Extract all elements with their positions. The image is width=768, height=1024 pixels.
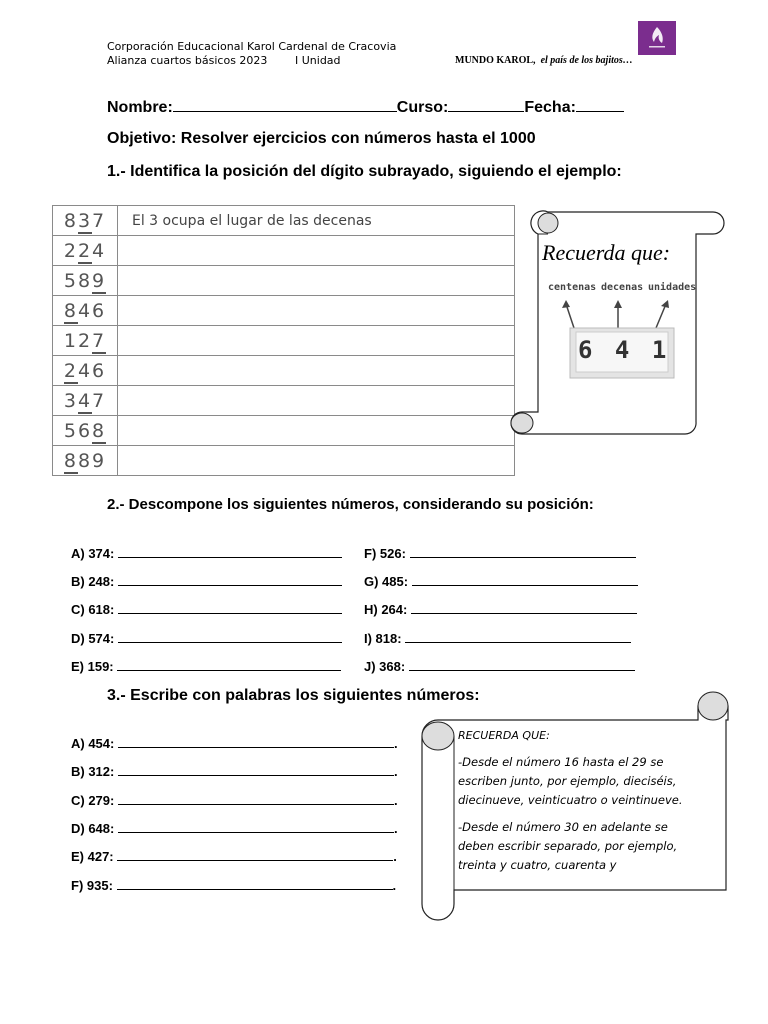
section1-title: 1.- Identifica la posición del dígito subrayado, siguiendo el ejemplo:	[107, 163, 622, 180]
number-cell: 589	[53, 266, 118, 296]
nombre-field[interactable]	[173, 111, 397, 112]
answer-cell[interactable]	[118, 356, 515, 386]
underlined-digit: 2	[77, 239, 93, 262]
answer-cell[interactable]	[118, 446, 515, 476]
reminder-scroll-place-value	[508, 210, 726, 438]
answer-line[interactable]	[409, 670, 635, 671]
answer-line[interactable]	[412, 585, 638, 586]
answer-cell[interactable]: El 3 ocupa el lugar de las decenas	[118, 206, 515, 236]
digit-hundreds: 6	[578, 336, 597, 364]
logo-flame-icon	[638, 21, 676, 55]
answer-line[interactable]	[118, 585, 342, 586]
decomposition-item: D) 574:	[71, 631, 342, 646]
table-row	[53, 296, 515, 326]
decomposition-item: H) 264:	[364, 602, 637, 617]
words-item: C) 279: .	[71, 793, 398, 808]
digit-tens: 4	[614, 336, 634, 364]
underlined-digit: 2	[63, 359, 78, 382]
answer-line[interactable]	[118, 775, 394, 776]
number-cell: 127	[53, 326, 118, 356]
reminder2-rule1: -Desde el número 16 hasta el 29 se escriben junto, por ejemplo, dieciséis, diecinueve, veinticuatro o veintinueve.	[458, 755, 683, 807]
answer-cell[interactable]	[118, 266, 515, 296]
answer-line[interactable]	[118, 557, 342, 558]
digit-units: 1	[651, 336, 671, 364]
underlined-digit: 9	[92, 269, 107, 292]
fecha-field[interactable]	[576, 111, 624, 112]
decomposition-item: E) 159:	[71, 659, 341, 674]
words-item: B) 312: .	[71, 764, 398, 779]
answer-cell[interactable]	[118, 416, 515, 446]
table-row	[53, 386, 515, 416]
number-cell: 837	[53, 206, 118, 236]
curso-field[interactable]	[448, 111, 524, 112]
header-right-title: MUNDO KAROL, el país de los bajitos…	[455, 55, 633, 66]
section2-title: 2.- Descompone los siguientes números, considerando su posición:	[107, 496, 594, 513]
answer-cell[interactable]	[118, 296, 515, 326]
table-row	[53, 236, 515, 266]
unit-label: I Unidad	[295, 54, 341, 67]
words-item: E) 427: .	[71, 849, 397, 864]
decomposition-item: I) 818:	[364, 631, 631, 646]
underlined-digit: 4	[77, 389, 93, 412]
underlined-digit: 3	[77, 209, 93, 232]
school-logo	[638, 21, 676, 55]
objective: Objetivo: Resolver ejercicios con números hasta el 1000	[107, 130, 536, 147]
decomposition-item: B) 248:	[71, 574, 342, 589]
table-row	[53, 416, 515, 446]
answer-line[interactable]	[118, 832, 394, 833]
section3-title: 3.- Escribe con palabras los siguientes números:	[107, 687, 480, 704]
number-cell: 246	[53, 356, 118, 386]
words-item: D) 648: .	[71, 821, 398, 836]
number-cell: 846	[53, 296, 118, 326]
table-row	[53, 266, 515, 296]
answer-line[interactable]	[118, 642, 342, 643]
decomposition-item: C) 618:	[71, 602, 342, 617]
position-table	[52, 205, 515, 476]
answer-line[interactable]	[118, 804, 394, 805]
student-info-line: Nombre: Curso: Fecha:	[107, 99, 624, 117]
reminder-scroll-writing	[416, 690, 732, 922]
table-row	[53, 326, 515, 356]
answer-line[interactable]	[117, 860, 393, 861]
reminder2-title: RECUERDA QUE:	[458, 729, 550, 742]
answer-cell[interactable]	[118, 326, 515, 356]
number-cell: 224	[53, 236, 118, 266]
answer-line[interactable]	[410, 557, 636, 558]
label-decenas: decenas	[601, 282, 644, 293]
answer-line[interactable]	[117, 670, 341, 671]
underlined-digit: 7	[92, 329, 107, 352]
alliance-label: Alianza cuartos básicos 2023	[107, 54, 268, 67]
reminder2-rule2: -Desde el número 30 en adelante se deben escribir separado, por ejemplo, treinta y cuatro, cuarenta y	[458, 820, 678, 872]
answer-line[interactable]	[118, 747, 394, 748]
school-name: Corporación Educacional Karol Cardenal de Cracovia	[107, 40, 397, 53]
number-cell: 889	[53, 446, 118, 476]
label-unidades: unidades	[648, 282, 697, 293]
decomposition-item: F) 526:	[364, 546, 636, 561]
answer-line[interactable]	[118, 613, 342, 614]
words-item: A) 454: .	[71, 736, 398, 751]
answer-cell[interactable]	[118, 386, 515, 416]
reminder-title: Recuerda que:	[542, 240, 671, 265]
table-row	[53, 206, 515, 236]
table-row	[53, 356, 515, 386]
table-row	[53, 446, 515, 476]
words-item: F) 935: .	[71, 878, 397, 893]
number-cell: 568	[53, 416, 118, 446]
answer-line[interactable]	[411, 613, 637, 614]
underlined-digit: 8	[63, 299, 78, 322]
number-cell: 347	[53, 386, 118, 416]
answer-line[interactable]	[405, 642, 631, 643]
underlined-digit: 8	[92, 419, 107, 442]
decomposition-item: A) 374:	[71, 546, 342, 561]
answer-cell[interactable]	[118, 236, 515, 266]
digits-display	[578, 336, 670, 364]
decomposition-item: G) 485:	[364, 574, 638, 589]
answer-line[interactable]	[117, 889, 393, 890]
label-centenas: centenas	[548, 282, 597, 293]
reminder2-text	[458, 726, 694, 888]
underlined-digit: 8	[63, 449, 78, 472]
decomposition-item: J) 368:	[364, 659, 635, 674]
